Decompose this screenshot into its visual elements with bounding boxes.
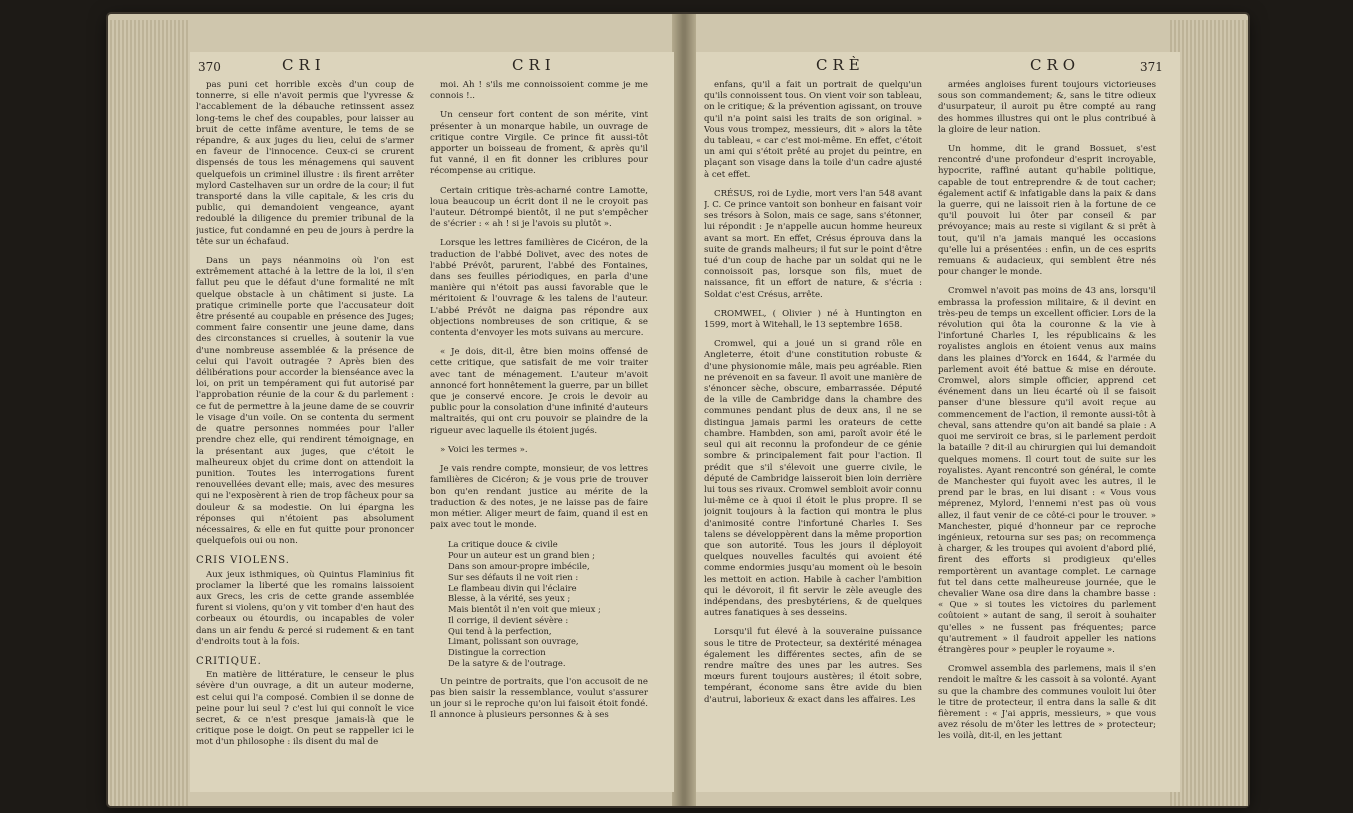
paragraph: CROMWEL, ( Olivier ) né à Huntington en 1599, mort à Witehall, le 13 septembre 1658. xyxy=(704,308,922,331)
right-running-head-left: CRÈ xyxy=(816,56,865,74)
paragraph: Je vais rendre compte, monsieur, de vos lettres familières de Cicéron; & je vous prie de trouver bon qu'en rendant justice au mérite de la traduction & des notes, je ne laisse pas de faire mon métier. Aliger meurt de faim, quand il est en paix avec tout le monde. xyxy=(430,464,648,531)
right-page-column-1 xyxy=(704,80,922,800)
paragraph: Cromwel n'avoit pas moins de 43 ans, lorsqu'il embrassa la profession militaire, & il devint en très-peu de temps un excellent officier. Lors de la révolution qui ôta la couronne & la vie à l'infortuné Charles I, les républicains & les royalistes anglois en étoient venus aux mains dans les plaines d'Yorck en 1644, & l'armée du parlement avoit été battue & mise en déroute. Cromwel, alors simple officier, apprend cet événement dans un lieu écarté où il se faisoit panser d'une blessure qu'il avoit reçue au commencement de l'action, il remonte aussi-tôt à cheval, sans attendre qu'on ait bandé sa plaie : A quoi me serviroit ce bras, si le parlement perdoit la bataille ? dit-il au chirurgien qui lui demandoit quelques momens. Il court tout de suite sur les royalistes. Ayant rencontré son général, le comte de Manchester qui fuyoit avec les autres, il le prend par le bras, en lui disant : « Vous vous méprenez, Mylord, l'ennemi n'est pas où vous allez, il faut venir de ce côté-ci pour le trouver. » Manchester, piqué d'honneur par ce reproche ingénieux, retourna sur ses pas; on recommença à charger, & les troupes qui avoient d'abord plié, firent des efforts si prodigieux qu'elles remportèrent un avantage complet. Le carnage fut tel dans cette malheureuse journée, que le chevalier Wane osa dire dans la chambre basse : « Que » si toutes les victoires du parlement coûtoient » autant de sang, il seroit à souhaiter qu'elles » ne fussent pas fréquentes; parce qu'autrement » il faudroit appeller les nations étrangères pour » peupler le royaume ». xyxy=(938,286,1156,655)
paragraph: En matière de littérature, le censeur le plus sévère d'un ouvrage, a dit un auteur moderne, est celui qui l'a composé. Combien il se donne de peine pour lui seul ? c'est lui qui connoît le vice secret, & ce n'est presque jamais-là que le critique pose le doigt. On peut se rappeller ici le mot d'un philosophe : ils disent du mal de xyxy=(196,670,414,748)
right-page-column-2 xyxy=(938,80,1156,800)
section-heading: CRITIQUE. xyxy=(196,655,262,667)
verse-line: Sur ses défauts il ne voit rien : xyxy=(448,571,579,582)
left-page-column-2 xyxy=(430,80,648,800)
verse-line: Pour un auteur est un grand bien ; xyxy=(448,550,595,561)
right-page-edges xyxy=(1168,20,1248,806)
left-page-number: 370 xyxy=(198,60,221,74)
paragraph: « Je dois, dit-il, être bien moins offensé de cette critique, que satisfait de me voir traiter avec tant de ménagement. L'auteur m'avoit annoncé fort honnêtement la guerre, par un billet que je conservé encore. Je crois le devoir au public pour la consolation d'une infinité d'auteurs maltraités, qui ont cru pouvoir se plaindre de la rigueur avec laquelle ils étoient jugés. xyxy=(430,347,648,436)
right-page-number: 371 xyxy=(1140,60,1163,74)
right-running-head-right: CRO xyxy=(1030,56,1081,74)
book-spine xyxy=(672,14,696,806)
section-heading: CRIS VIOLENS. xyxy=(196,555,290,567)
paragraph: Un peintre de portraits, que l'on accusoit de ne pas bien saisir la ressemblance, voulut s'assurer un jour si le reproche qu'on lui faisoit étoit fondé. Il annonce à plusieurs personnes & à ses xyxy=(430,676,648,721)
left-page-column-1 xyxy=(196,80,414,800)
paragraph: Certain critique très-acharné contre Lamotte, loua beaucoup un écrit dont il ne le croyoit pas l'auteur. Détrompé bientôt, il ne put s'empêcher de s'écrier : « ah ! si je l'avois su plutôt ». xyxy=(430,185,648,230)
left-running-head-right: CRI xyxy=(512,56,556,74)
paragraph: Lorsqu'il fut élevé à la souveraine puissance sous le titre de Protecteur, sa dextérité ménagea également les différentes sectes, afin de se rendre maître des unes par les autres. Ses mœurs furent toujours austères; il étoit sobre, tempérant, économe sans être avide du bien d'autrui, laborieux & exact dans les affaires. Les xyxy=(704,627,922,705)
paragraph: Lorsque les lettres familières de Cicéron, de la traduction de l'abbé Dolivet, avec des notes de l'abbé Prévôt, parurent, l'abbé des Fontaines, dans ses feuilles périodiques, en parla d'une manière qui n'étoit pas aussi favorable que le méritoient & l'ouvrage & les talens de l'auteur. L'abbé Prévôt ne daigna pas répondre aux objections nombreuses de son critique, & se contenta d'envoyer les mots suivans au mercure. xyxy=(430,238,648,339)
verse-line: Distingue la correction xyxy=(448,647,546,658)
verse-line: Il corrige, il devient sévère : xyxy=(448,614,569,625)
paragraph: armées angloises furent toujours victorieuses sous son commandement; &, sans le titre odieux d'usurpateur, il auroit pu être compté au rang des hommes illustres qui ont le plus contribué à la gloire de leur nation. xyxy=(938,80,1156,135)
left-page-edges xyxy=(110,20,190,806)
paragraph: Cromwel, qui a joué un si grand rôle en Angleterre, étoit d'une constitution robuste & d'une physionomie mâle, mais peu agréable. Rien ne prévenoit en sa faveur. Il avoit une manière de s'énoncer sèche, obscure, embarrassée. Député de la ville de Cambridge dans la chambre des communes pendant plus de deux ans, il ne se distingua jamais parmi les orateurs de cette chambre. Hambden, son ami, paroît avoir été le seul qui ait reconnu la profondeur de ce génie sombre & principalement fait pour l'action. Il prédit que s'il s'élevoit une guerre civile, le député de Cambridge laisseroit bien loin derrière lui tous ses rivaux. Cromwel sembloit avoir connu lui-même ce à quoi il étoit le plus propre. Il se joignit toujours à la faction qui montra le plus d'animosité contre l'infortuné Charles I. Ses talens se développèrent dans la même proportion que son autorité. Tous les jours il déployoit quelques nouvelles facultés qui avoient été comme endormies jusqu'au moment où le besoin les mettoit en action. Habile à cacher l'ambition qui le dévoroit, il fit servir le zèle aveugle des indépendans, des presbytériens, & de quelques autres fanatiques à ses desseins. xyxy=(704,339,922,619)
verse-line: La critique douce & civile xyxy=(448,539,558,550)
verse-line: Qui tend à la perfection, xyxy=(448,625,552,636)
paragraph: enfans, qu'il a fait un portrait de quelqu'un qu'ils connoissent tous. On vient voir son tableau, on le critique; & la prévention agissant, on trouve qu'il n'a point saisi les traits de son original. » Vous vous trompez, messieurs, dit » alors la tête du tableau, « car c'est moi-même. En effet, c'étoit un ami qui s'étoit prêté au projet du peintre, en plaçant son visage dans la toile d'un cadre ajusté à cet effet. xyxy=(704,80,922,180)
left-running-head-left: CRI xyxy=(282,56,326,74)
paragraph: CRÉSUS, roi de Lydie, mort vers l'an 548 avant J. C. Ce prince vantoit son bonheur en faisant voir ses trésors à Solon, mais ce sage, sans s'étonner, lui répondit : Je n'appelle aucun homme heureux avant sa mort. En effet, Crésus éprouva dans la suite de grands malheurs; il fut sur le point d'être tué d'un coup de hache par un soldat qui ne le connoissoit pas, lorsque son fils, muet de naissance, fit un effort de nature, & s'écria : Soldat c'est Crésus, arrête. xyxy=(704,188,922,300)
verse-line: Mais bientôt il n'en voit que mieux ; xyxy=(448,604,601,615)
paragraph: Un homme, dit le grand Bossuet, s'est rencontré d'une profondeur d'esprit incroyable, hypocrite, raffiné autant qu'habile politique, capable de tout entreprendre & de tout cacher; également actif & infatigable dans la paix & dans la guerre, qui ne laissoit rien à la fortune de ce qu'il pouvoit lui ôter par conseil & par prévoyance; mais au reste si vigilant & si prêt à tout, qu'il n'a jamais manqué les occasions qu'elle lui a présentées : enfin, un de ces esprits remuans & audacieux, qui semblent être nés pour changer le monde. xyxy=(938,144,1156,278)
verse-line: Limant, polissant son ouvrage, xyxy=(448,636,579,647)
paragraph: Aux jeux isthmiques, où Quintus Flaminius fit proclamer la liberté que les romains laissoient aux Grecs, les cris de cette grande assemblée furent si violens, qu'on y vit tomber d'en haut des corbeaux ou étourdis, ou incapables de voler dans un air fendu & percé si rudement & en tant d'endroits tout à la fois. xyxy=(196,569,414,647)
paragraph: moi. Ah ! s'ils me connoissoient comme je me connois !.. xyxy=(430,80,648,102)
verse-line: Le flambeau divin qui l'éclaire xyxy=(448,582,577,593)
paragraph: pas puni cet horrible excès d'un coup de tonnerre, si elle n'avoit permis que l'yvresse & l'accablement de la débauche retinssent assez long-tems le chef des coupables, pour laisser au bruit de cette infâme aventure, le tems de se répandre, & aux juges du lieu, celui de s'armer en faveur de l'innocence. Ceux-ci se crurent dispensés de tous les ménagemens qui sauvent quelquefois un criminel illustre : ils firent arrêter mylord Castelhaven sur un ordre de la cour; il fut transporté dans la ville capitale, & les cris du public, qui demandoient vengeance, ayant redoublé la diligence du premier tribunal de la justice, fut condamné en peu de jours à perdre la tête sur un échafaud. xyxy=(196,80,414,247)
paragraph: Cromwel assembla des parlemens, mais il s'en rendoit le maître & les cassoit à sa volonté. Ayant su que la chambre des communes vouloit lui ôter le titre de protecteur, il entra dans la salle & dit fièrement : « J'ai appris, messieurs, » que vous avez résolu de m'ôter les lettres de » protecteur; les voilà, dit-il, en les jettant xyxy=(938,664,1156,742)
verse-block xyxy=(448,539,648,669)
paragraph: Dans un pays néanmoins où l'on est extrêmement attaché à la lettre de la loi, il s'en fallut peu que le défaut d'une formalité ne mît quelque obstacle à un châtiment si juste. La pratique criminelle porte que l'accusateur doit être présenté au coupable en présence des Juges; comment faire consentir une jeune dame, dans des circonstances si cruelles, à soutenir la vue d'une nombreuse assemblée & la présence de celui qui l'avoit outragée ? Après bien des délibérations pour accorder la bienséance avec la loi, on prit un tempérament qui fut autorisé par l'approbation réunie de la cour & du parlement : ce fut de permettre à la jeune dame de se couvrir le visage d'un voile. On se contenta du serment de quatre personnes nommées pour l'aller prendre chez elle, qui rendirent témoignage, en la présentant aux juges, que c'étoit le malheureux objet du crime dont on attendoit la punition. Toutes les interrogations furent renouvellées devant elle; mais, avec des mesures qui ne l'exposèrent à rien de trop fâcheux pour sa douleur & sa modestie. On lui épargna les réponses qui n'étoient pas absolument nécessaires, & elle en fut quitte pour prononcer quelquefois oui ou non. xyxy=(196,256,414,547)
verse-line: Blesse, à la vérité, ses yeux ; xyxy=(448,593,571,604)
paragraph: Un censeur fort content de son mérite, vint présenter à un monarque habile, un ouvrage de critique contre Virgile. Ce prince fit aussi-tôt apporter un boisseau de froment, & après qu'il fut vanné, il en fit donner les criblures pour récompense au critique. xyxy=(430,110,648,177)
paragraph: » Voici les termes ». xyxy=(440,444,528,455)
verse-line: De la satyre & de l'outrage. xyxy=(448,658,566,669)
verse-line: Dans son amour-propre imbécile, xyxy=(448,560,590,571)
